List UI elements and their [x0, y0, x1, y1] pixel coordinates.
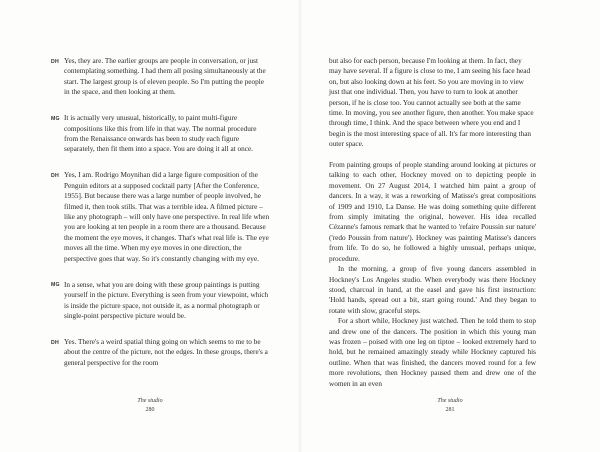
body-paragraph: For a short while, Hockney just watched. Then he told them to stop and drew one of the dancers. The position in which this young man was frozen – poised with one leg on tiptoe – looked extremely hard to hold, but he remained amazingly steady while Hockney captured his outline. When that was finished, the dancers moved round for a few more revolutions, then Hockney paused them and drew one of the women in an even	[329, 317, 536, 388]
dialogue-entry	[51, 280, 270, 322]
right-text-column	[329, 56, 536, 389]
page-number: 281	[445, 407, 455, 413]
running-footer-section: The studio	[137, 398, 163, 404]
dialogue-entry	[51, 170, 270, 264]
speaker-label: DH	[51, 339, 59, 346]
left-text-column	[51, 56, 270, 384]
dialogue-text: Yes, they are. The earlier groups are people in conversation, or just contemplating something. I had them all posing simultaneously at the start. The largest group is of eleven people. So I'm putting the people in the space, and then looking at them.	[64, 57, 266, 97]
body-paragraph: From painting groups of people standing around looking at pictures or talking to each other, Hockney moved on to depicting people in movement. On 27 August 2014, I watched him paint a group of dancers. In a way, it was a reworking of Matisse's great compositions of 1909 and 1910, La Danse. He was doing something quite different from simply imitating the original, however. His idea recalled Cézanne's famous remark that he wanted to 'refaire Poussin sur nature' ('redo Poussin from nature'). Hockney was painting Matisse's dancers from life. To do so, he followed a highly unusual, perhaps unique, procedure.	[329, 161, 536, 263]
dialogue-entry	[51, 337, 270, 368]
speaker-label: DH	[51, 58, 59, 65]
dialogue-text: In a sense, what you are doing with these group paintings is putting yourself in the picture. Everything is seen from your viewpoint, which is inside the picture space, not outside it, as a normal photograph or single-point perspective picture would be.	[64, 280, 269, 320]
dialogue-text: Yes, I am. Rodrigo Moynihan did a large figure composition of the Penguin editors at a supposed cocktail party [After the Conference, 1955]. But because there was a large number of people involved, he filmed it, then took stills. That was a terrible idea. A filmed picture – like any photograph – will only have one perspective. In real life when you are looking at ten people in a room there are a thousand. Because the moment the eye moves, it changes. That's what real life is. The eye moves all the time. When my eye moves in one direction, the perspective goes that way. So it's constantly changing with my eye.	[64, 171, 270, 263]
dialogue-continuation: but also for each person, because I'm looking at them. In fact, they may have several. If a figure is close to me, I am seeing his face head on, but also looking down at his feet. So you are moving in to view just that one individual. Then, you have to turn to look at another person, if he is close too. You cannot actually see both at the same time. In moving, you see another figure, then another. You make space through time, I think. And the space between where you end and I begin is the most interesting space of all. It's far more interesting than outer space.	[329, 57, 534, 149]
speaker-label: MG	[51, 282, 60, 289]
left-page-footer	[0, 397, 300, 415]
dialogue-entry	[51, 56, 270, 98]
right-page-footer	[300, 397, 600, 415]
dialogue-entry	[51, 113, 270, 155]
body-paragraph: In the morning, a group of five young dancers assembled in Hockney's Los Angeles studio. When everybody was there Hockney stood, charcoal in hand, at the easel and gave his first instruction: 'Hold hands, spread out a bit, start going round.' And they began to rotate with slow, graceful steps.	[329, 265, 536, 315]
right-page	[300, 0, 600, 452]
speaker-label: MG	[51, 116, 60, 123]
speaker-label: DH	[51, 173, 59, 180]
running-footer-section: The studio	[437, 398, 463, 404]
page-number: 280	[145, 407, 155, 413]
dialogue-text: Yes. There's a weird spatial thing going on which seems to me to be about the centre of the picture, not the edges. In these groups, there's a general perspective for the room	[64, 337, 268, 367]
dialogue-text: It is actually very unusual, historically, to paint multi-figure compositions like this from life in that way. The normal procedure from the Renaissance onwards has been to study each figure separately, then fit them into a space. You are doing it all at once.	[64, 114, 257, 154]
